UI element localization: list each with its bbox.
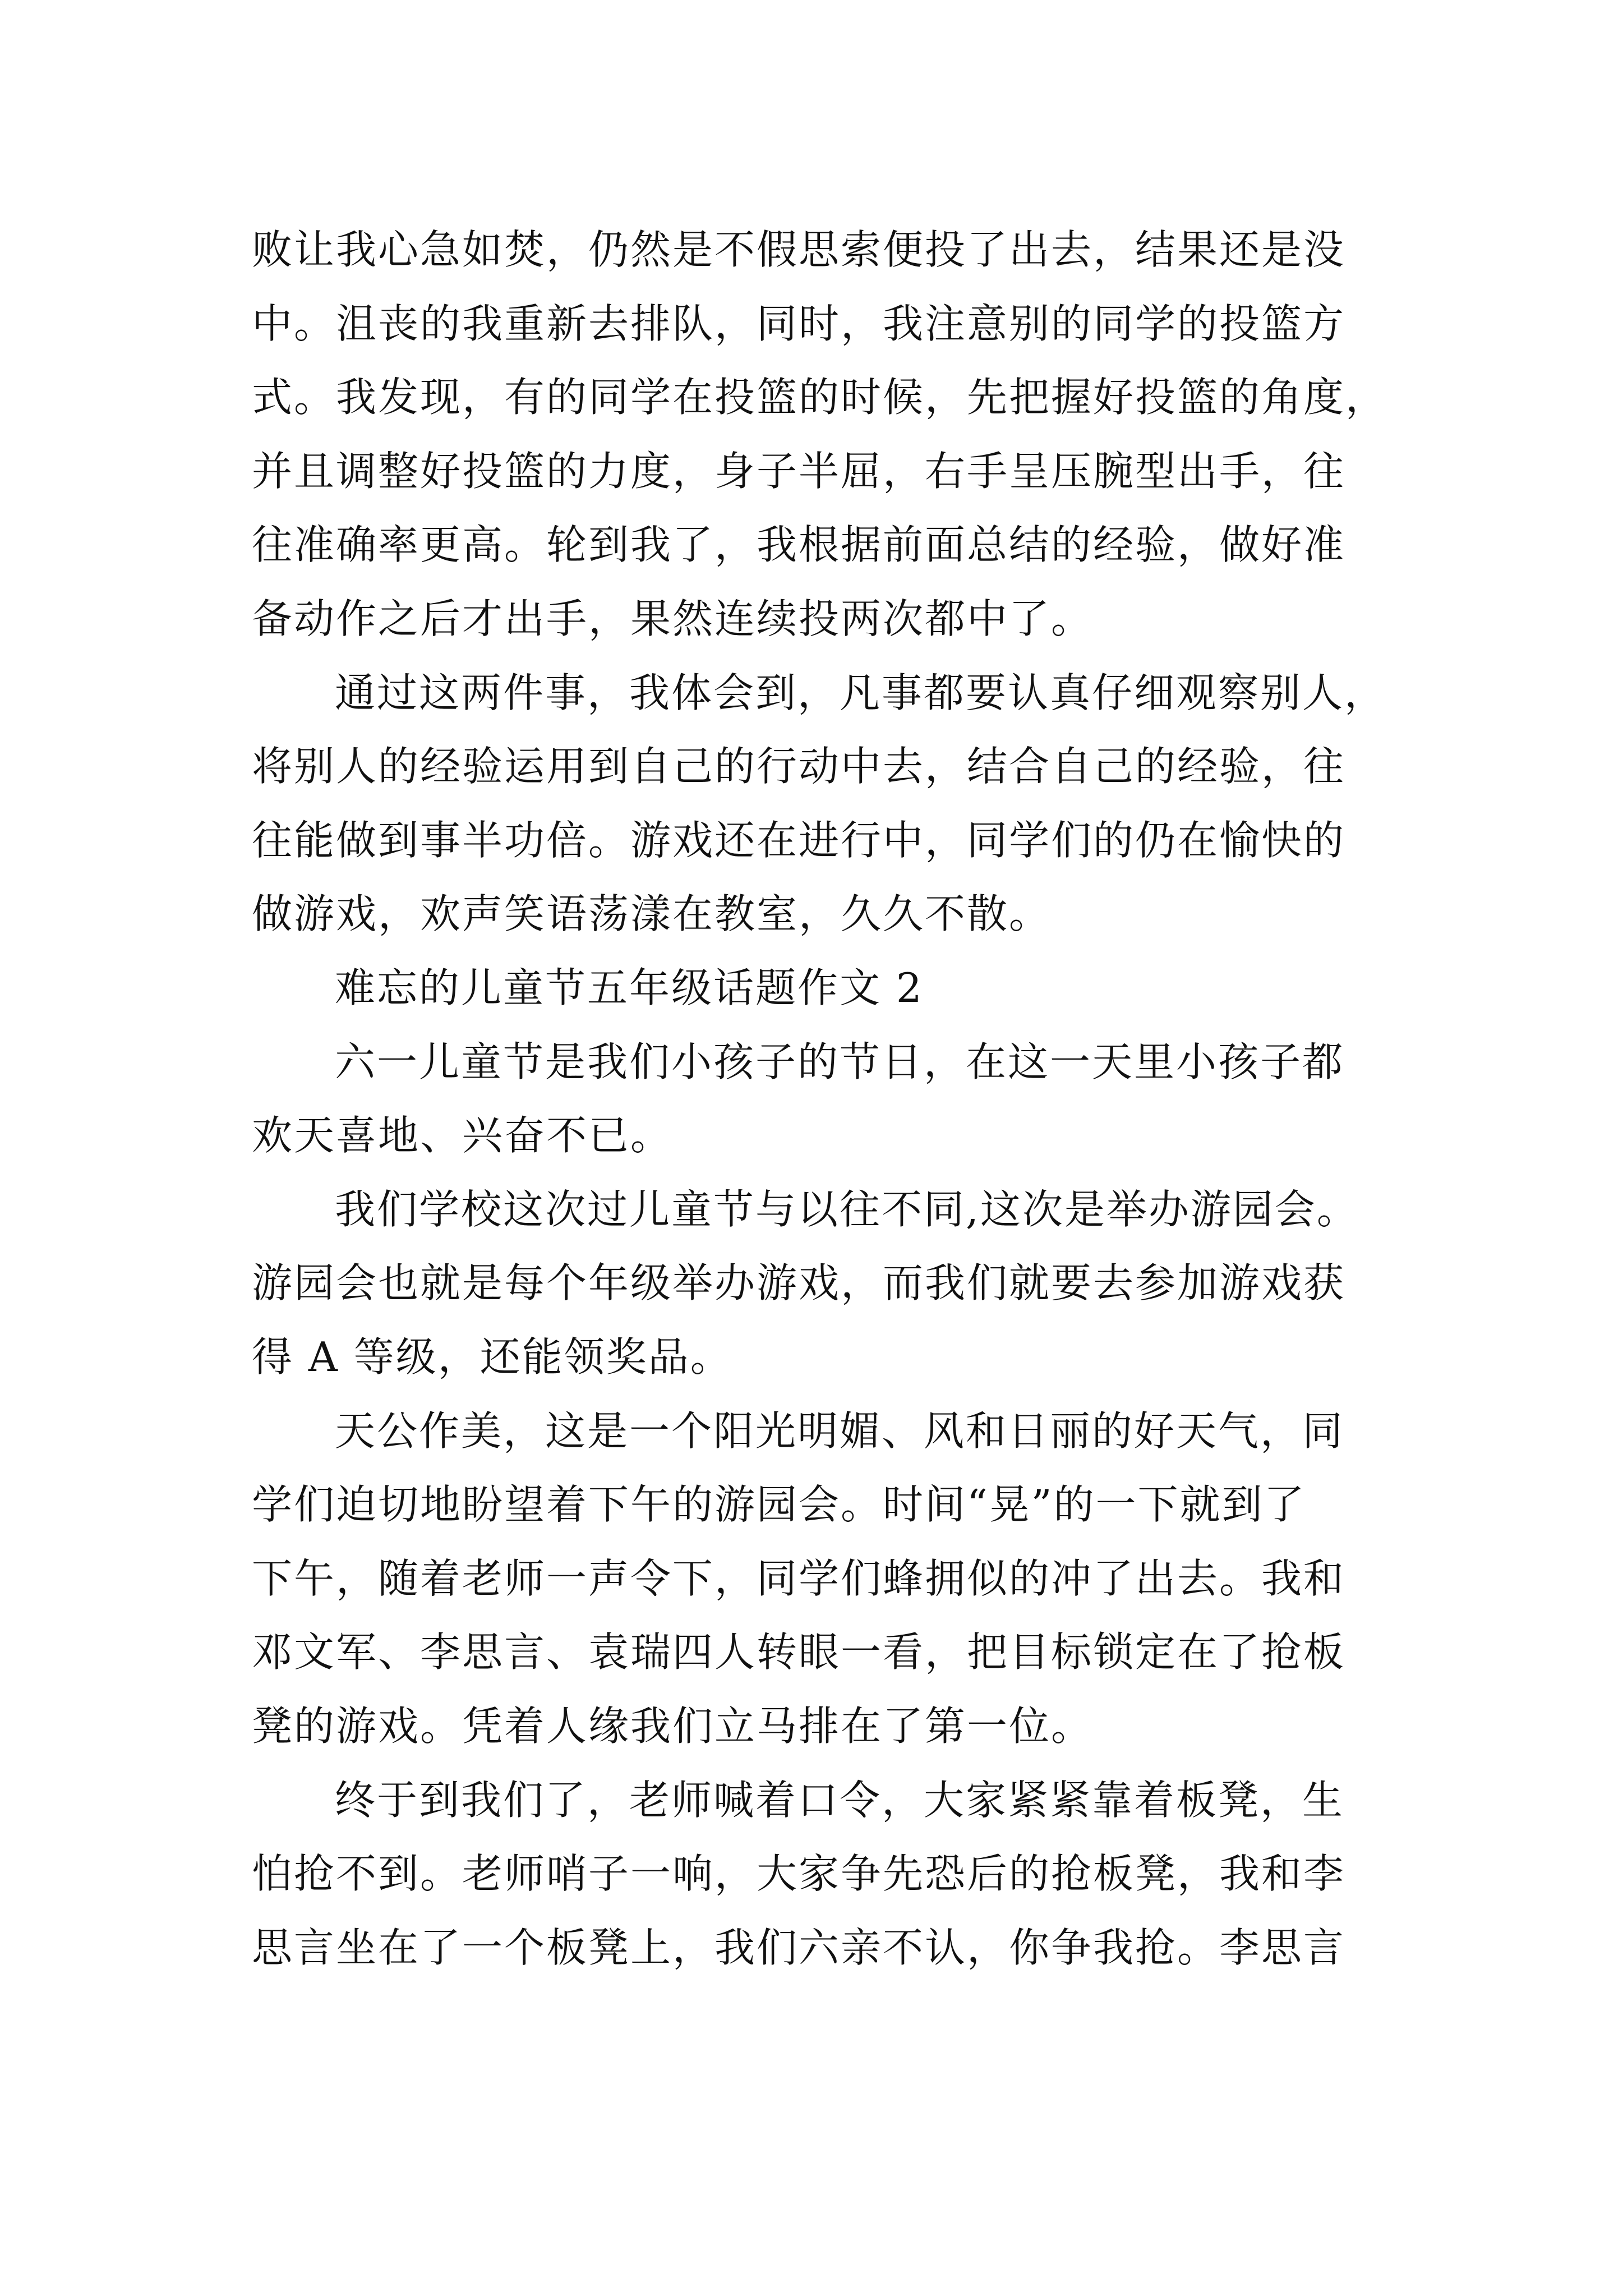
section-heading: 难忘的儿童节五年级话题作文 2 (335, 964, 924, 1011)
text-line: 做游戏，欢声笑语荡漾在教室，久久不散。 (252, 890, 1052, 937)
text-line: 怕抢不到。老师哨子一响，大家争先恐后的抢板凳，我和李 (252, 1850, 1346, 1897)
text-line: 下午，随着老师一声令下，同学们蜂拥似的冲了出去。我和 (252, 1555, 1346, 1602)
paragraph-start-line: 终于到我们了，老师喊着口令，大家紧紧靠着板凳，生 (335, 1777, 1345, 1824)
text-line: 式。我发现，有的同学在投篮的时候，先把握好投篮的角度， (252, 374, 1388, 421)
paragraph-start-line: 天公作美，这是一个阳光明媚、风和日丽的好天气，同 (335, 1407, 1345, 1455)
text-line: 败让我心急如焚，仍然是不假思索便投了出去，结果还是没 (252, 226, 1346, 273)
text-line: 将别人的经验运用到自己的行动中去，结合自己的经验，往 (252, 743, 1346, 790)
text-line: 学们迫切地盼望着下午的游园会。时间“晃”的一下就到了 (252, 1481, 1306, 1528)
paragraph-start-line: 我们学校这次过儿童节与以往不同,这次是举办游园会。 (335, 1186, 1359, 1233)
text-line: 欢天喜地、兴奋不已。 (252, 1112, 673, 1159)
paragraph-start-line: 通过这两件事，我体会到，凡事都要认真仔细观察别人， (335, 669, 1387, 716)
text-line: 游园会也就是每个年级举办游戏，而我们就要去参加游戏获 (252, 1259, 1346, 1306)
text-line: 备动作之后才出手，果然连续投两次都中了。 (252, 595, 1094, 642)
text-line: 往能做到事半功倍。游戏还在进行中，同学们的仍在愉快的 (252, 817, 1346, 864)
text-line: 得 A 等级，还能领奖品。 (252, 1333, 732, 1381)
text-line: 思言坐在了一个板凳上，我们六亲不认，你争我抢。李思言 (252, 1924, 1346, 1971)
paragraph-start-line: 六一儿童节是我们小孩子的节日，在这一天里小孩子都 (335, 1038, 1345, 1085)
text-line: 并且调整好投篮的力度，身子半屈，右手呈压腕型出手，往 (252, 448, 1346, 495)
text-line: 中。沮丧的我重新去排队，同时，我注意别的同学的投篮方 (252, 300, 1346, 347)
text-line: 凳的游戏。凭着人缘我们立马排在了第一位。 (252, 1703, 1094, 1750)
text-line: 邓文军、李思言、袁瑞四人转眼一看，把目标锁定在了抢板 (252, 1628, 1346, 1676)
text-line: 往准确率更高。轮到我了，我根据前面总结的经验，做好准 (252, 521, 1346, 568)
